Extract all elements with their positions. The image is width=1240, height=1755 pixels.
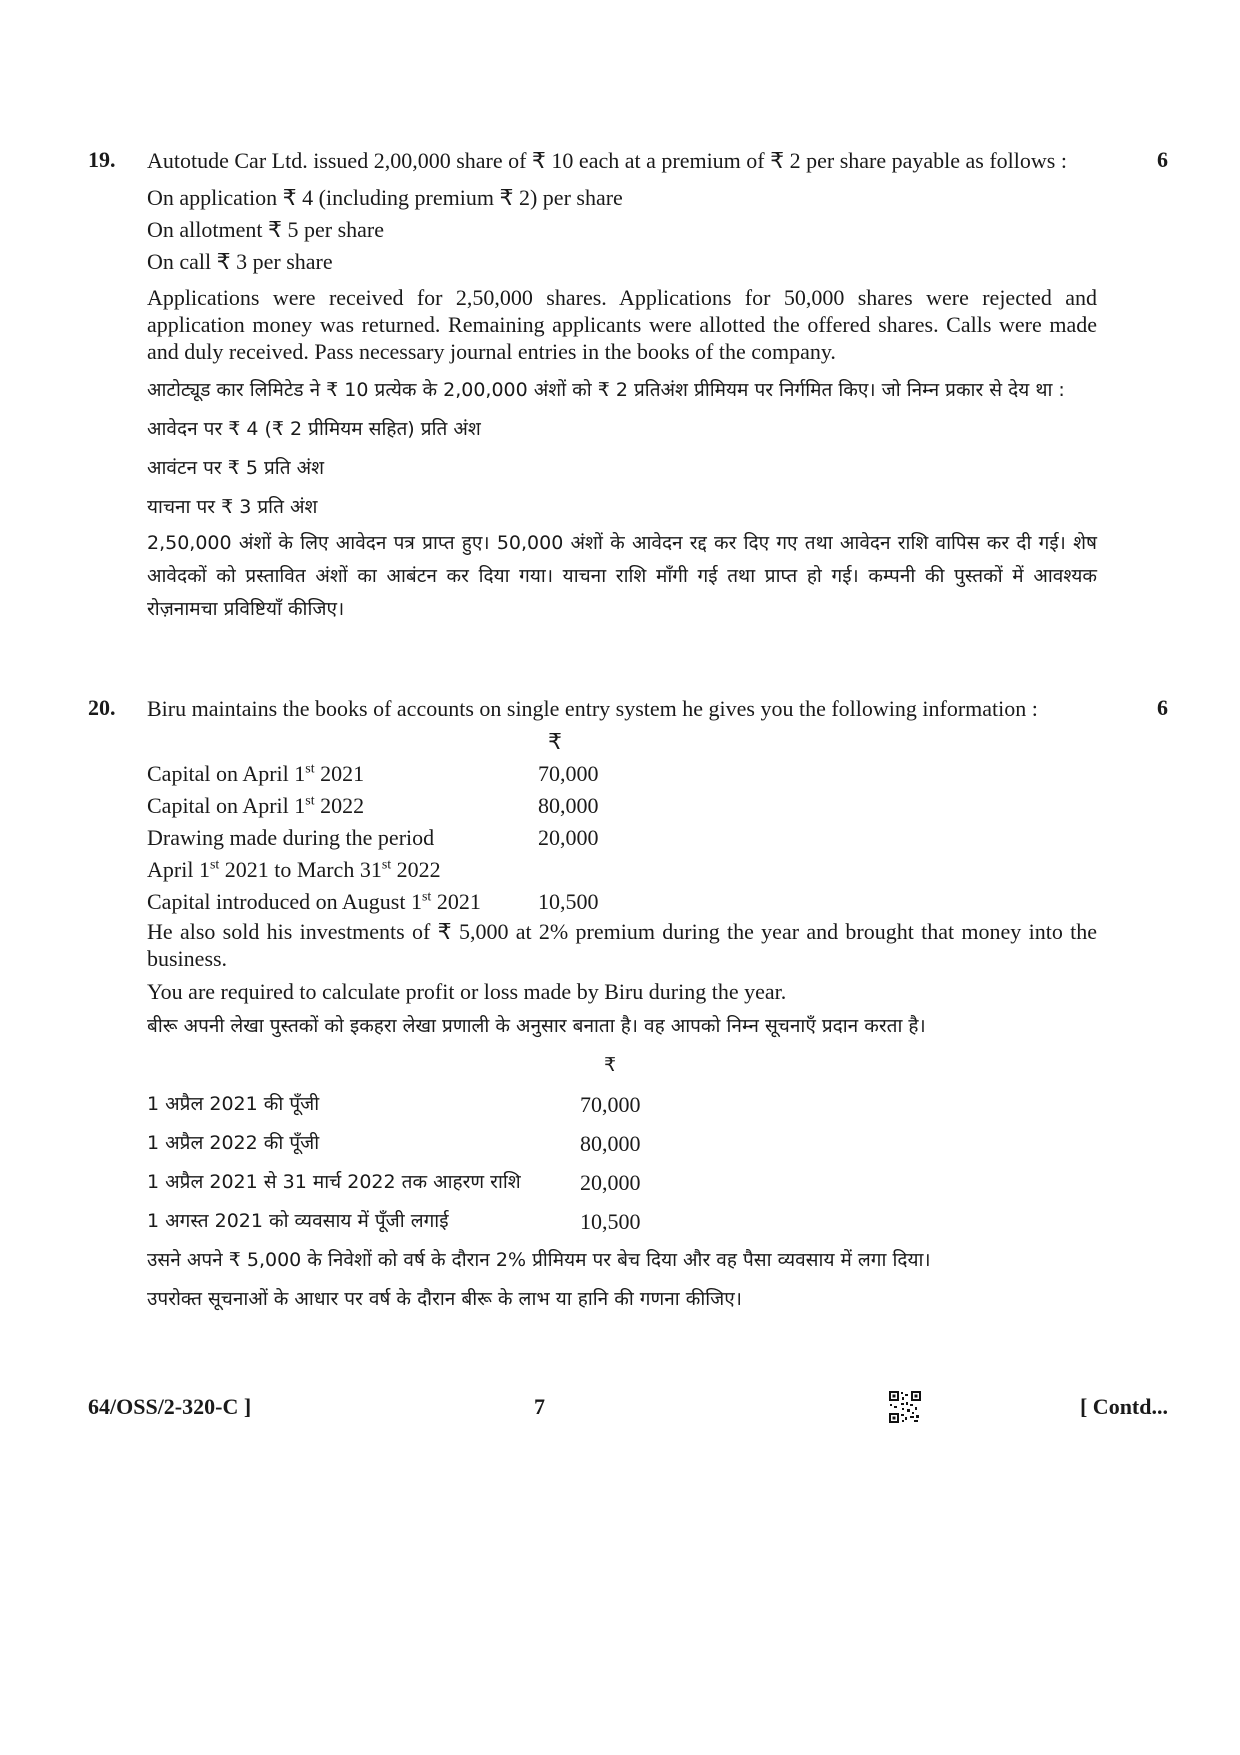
table-row	[147, 790, 599, 822]
row-label: 1 अप्रैल 2022 की पूँजी	[147, 1132, 320, 1154]
payment-line-en: On allotment ₹ 5 per share	[147, 217, 384, 242]
table-row	[147, 1085, 641, 1124]
row-amount: 70,000	[580, 1092, 641, 1117]
question-marks: 6	[1157, 147, 1168, 172]
row-label: Capital on April 1st 2022	[147, 793, 365, 818]
row-amount: 80,000	[538, 793, 599, 818]
row-label: 1 अप्रैल 2021 से 31 मार्च 2022 तक आहरण राशि	[147, 1171, 521, 1193]
payment-line-hi: आवंटन पर ₹ 5 प्रति अंश	[147, 457, 325, 479]
table-row	[147, 1163, 641, 1202]
question-para-hi: उसने अपने ₹ 5,000 के निवेशों को वर्ष के दौरान 2% प्रीमियम पर बेच दिया और वह पैसा व्यवसाय में लगा दिया।	[147, 1249, 931, 1271]
table-row	[147, 854, 599, 886]
row-label: 1 अगस्त 2021 को व्यवसाय में पूँजी लगाई	[147, 1210, 449, 1232]
row-amount: 20,000	[538, 825, 599, 850]
capital-table-hi	[147, 1046, 641, 1241]
page-footer	[88, 1390, 1168, 1430]
question-para-hi: उपरोक्त सूचनाओं के आधार पर वर्ष के दौरान बीरू के लाभ या हानि की गणना कीजिए।	[147, 1288, 742, 1310]
question-intro-hi: आटोट्यूड कार लिमिटेड ने ₹ 10 प्रत्येक के 2,00,000 अंशों को ₹ 2 प्रतिअंश प्रीमियम पर निर्गमित किए। जो निम्न प्रकार से देय था :	[147, 379, 1065, 401]
question-marks: 6	[1157, 695, 1168, 720]
row-label: 1 अप्रैल 2021 की पूँजी	[147, 1093, 320, 1115]
question-para-en: He also sold his investments of ₹ 5,000 at 2% premium during the year and brought that money into the business.	[147, 919, 1097, 971]
payment-line-hi: आवेदन पर ₹ 4 (₹ 2 प्रीमियम सहित) प्रति अंश	[147, 418, 481, 440]
table-row	[147, 758, 599, 790]
question-para-hi: 2,50,000 अंशों के लिए आवेदन पत्र प्राप्त हुए। 50,000 अंशों के आवेदन रद्द कर दिए गए तथा आवेदन राशि वापिस कर दी गई। शेष आवेदकों को प्रस्तावित अंशों का आबंटन कर दिया गया। याचना राशि माँगी गई तथा प्राप्त हो गई। कम्पनी की पुस्तकों में आवश्यक रोज़नामचा प्रविष्टियाँ कीजिए।	[147, 532, 1097, 620]
row-amount: 80,000	[580, 1131, 641, 1156]
question-number: 19.	[88, 147, 116, 172]
table-row	[147, 886, 599, 918]
row-amount: 10,500	[580, 1209, 641, 1234]
payment-line-hi: याचना पर ₹ 3 प्रति अंश	[147, 496, 318, 518]
table-row	[147, 1202, 641, 1241]
paper-code: 64/OSS/2-320-C ]	[88, 1394, 252, 1419]
payment-line-en: On application ₹ 4 (including premium ₹ 2) per share	[147, 185, 623, 210]
row-amount: 10,500	[538, 889, 599, 914]
currency-symbol: ₹	[548, 729, 562, 754]
table-header-row	[147, 1046, 641, 1085]
question-intro-hi: बीरू अपनी लेखा पुस्तकों को इकहरा लेखा प्रणाली के अनुसार बनाता है। वह आपको निम्न सूचनाएँ प्रदान करता है।	[147, 1015, 926, 1037]
table-header-row	[147, 726, 599, 758]
table-row	[147, 822, 599, 854]
question-intro-en: Autotude Car Ltd. issued 2,00,000 share of ₹ 10 each at a premium of ₹ 2 per share payable as follows :	[147, 148, 1067, 173]
payment-line-en: On call ₹ 3 per share	[147, 249, 333, 274]
question-number: 20.	[88, 695, 116, 720]
question-intro-en: Biru maintains the books of accounts on single entry system he gives you the following information :	[147, 696, 1038, 721]
row-amount: 20,000	[580, 1170, 641, 1195]
row-label: Capital introduced on August 1st 2021	[147, 889, 481, 914]
row-amount: 70,000	[538, 761, 599, 786]
question-para-en: Applications were received for 2,50,000 shares. Applications for 50,000 shares were rejected and application money was returned. Remaining applicants were allotted the offered shares. Calls were made and duly received. Pass necessary journal entries in the books of the company.	[147, 285, 1097, 364]
row-label: Capital on April 1st 2021	[147, 761, 365, 786]
continued-label: [ Contd...	[1079, 1394, 1168, 1419]
qr-code-icon	[888, 1390, 922, 1424]
table-row	[147, 1124, 641, 1163]
row-label: Drawing made during the period	[147, 825, 435, 850]
question-para-en: You are required to calculate profit or loss made by Biru during the year.	[147, 979, 787, 1004]
row-label: April 1st 2021 to March 31st 2022	[147, 857, 441, 882]
page-number: 7	[534, 1394, 545, 1419]
currency-symbol: ₹	[604, 1054, 617, 1076]
capital-table-en	[147, 726, 599, 918]
row-amount	[538, 854, 599, 886]
